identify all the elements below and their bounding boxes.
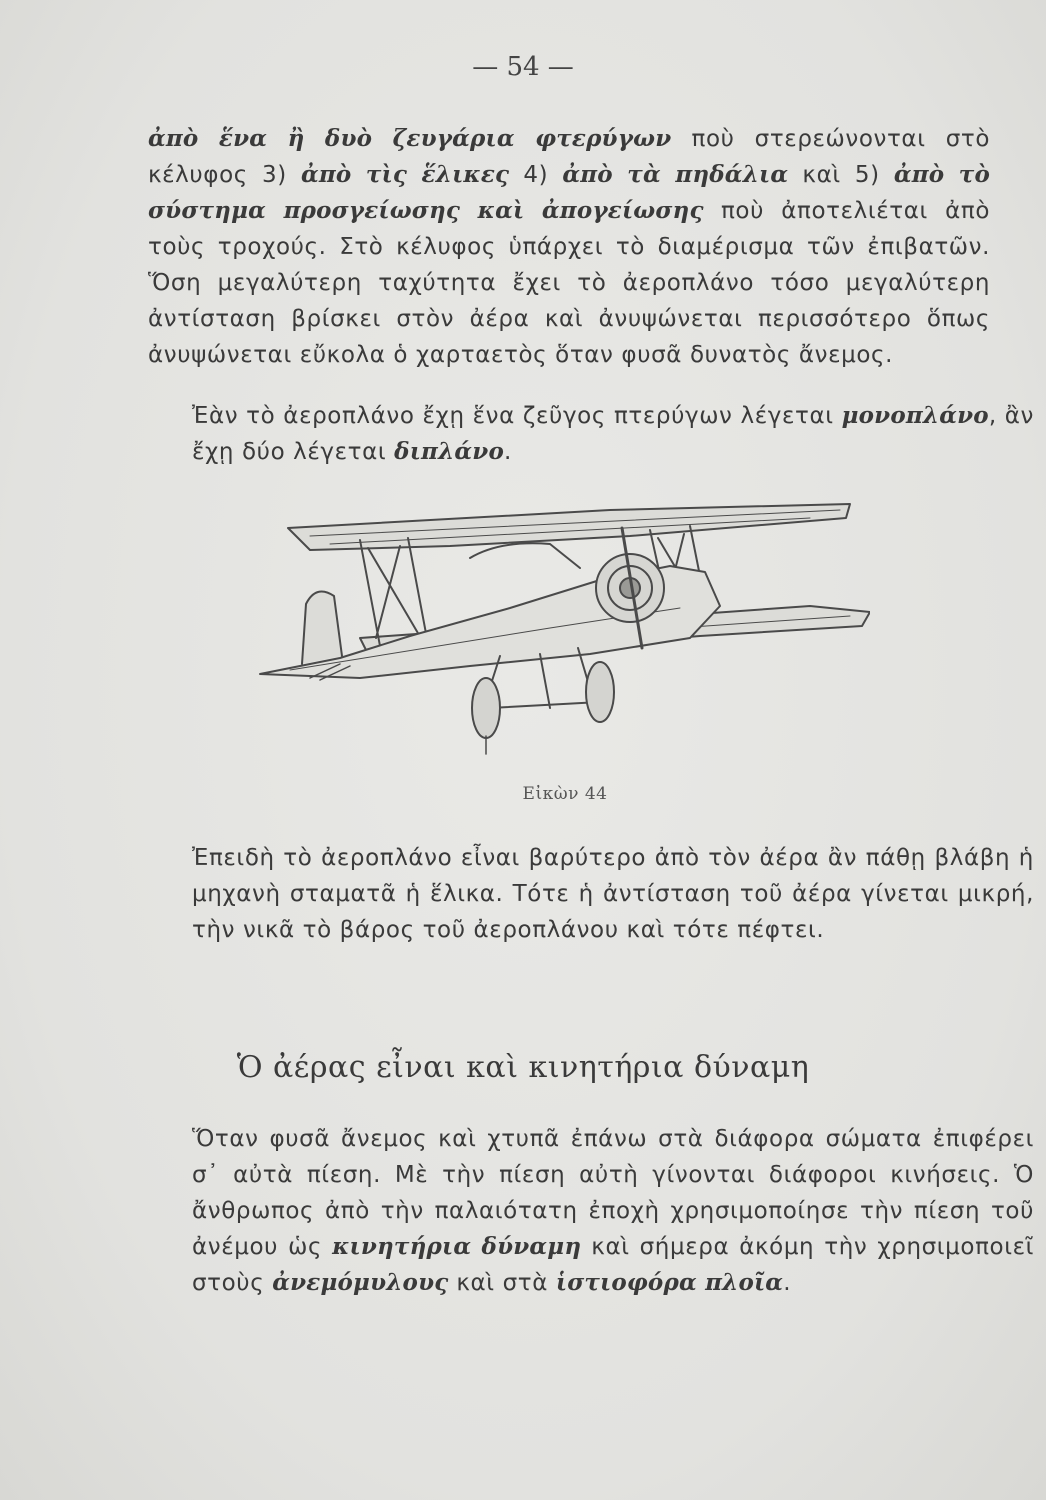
paragraph-text: Ἐὰν τὸ ἀεροπλάνο ἔχῃ ἕνα ζεῦγος πτερύγων λέγεται: [192, 403, 842, 429]
paragraph-engine-failure: Ἐπειδὴ τὸ ἀεροπλάνο εἶναι βαρύτερο ἀπὸ τὸν ἀέρα ἂν πάθῃ βλάβη ἡ μηχανὴ σταματᾶ ἡ ἕλικα. Τότε ἡ ἀντίσταση τοῦ ἀέρα γίνεται μικρή, τὴν νικᾶ τὸ βάρος τοῦ ἀεροπλάνου καὶ τότε πέφτει.: [192, 845, 1034, 943]
emphasis-propellers: ἀπὸ τὶς ἕλικες: [300, 161, 510, 188]
paragraph-text: καὶ 5): [788, 162, 894, 188]
wheel-left: [472, 678, 500, 738]
emphasis-windmills: ἀνεμόμυλους: [272, 1269, 449, 1296]
paragraph-text: καὶ στὰ: [448, 1270, 556, 1296]
paragraph-text: ποὺ στερεώνονται στὸ κέλυφος 3): [148, 126, 991, 188]
emphasis-landing-system: ἀπὸ τὸ σύστημα προσγείωσης καὶ ἀπογείωσης: [148, 161, 990, 224]
emphasis-motive-power: κινητήρια δύναμη: [332, 1233, 582, 1260]
paragraph-aircraft-parts: [148, 121, 990, 373]
paragraph-text: 4): [509, 162, 563, 188]
paragraph-text: Ὅταν φυσᾶ ἄνεμος καὶ χτυπᾶ ἐπάνω στὰ διάφορα σώματα ἐπιφέρει σ᾽ αὐτὰ πίεση. Μὲ τὴν πίεση αὐτὴ γίνονται διάφοροι κινήσεις. Ὁ ἄνθρωπος ἀπὸ τὴν παλαιότατη ἐποχὴ χρησιμοποίησε τὴν πίεση τοῦ ἀνέμου ὡς: [192, 1126, 1034, 1260]
tail-fin: [302, 592, 342, 665]
paragraph-monoplane-biplane: [148, 398, 1034, 470]
emphasis-sailing-ships: ἱστιοφόρα πλοῖα: [555, 1269, 784, 1296]
cockpit: [470, 543, 580, 568]
upper-wing: [288, 504, 850, 550]
figure-caption: Εἰκὼν 44: [522, 784, 608, 804]
paragraph-wind-power: [148, 1121, 1034, 1301]
page-number: — 54 —: [472, 52, 574, 82]
biplane-illustration: [250, 488, 870, 778]
paragraph-text: ποὺ ἀποτελιέται ἀπὸ τοὺς τροχούς. Στὸ κέλυφος ὑπάρχει τὸ διαμέρισμα τῶν ἐπιβατῶν. Ὅση μεγαλύτερη ταχύτητα ἔχει τὸ ἀεροπλάνο τόσο μεγαλύτερη ἀντίσταση βρίσκει στὸν ἀέρα καὶ ἀνυψώνεται περισσότερο ὅπως ἀνυψώνεται εὔκολα ὁ χαρταετὸς ὅταν φυσᾶ δυνατὸς ἄνεμος.: [148, 198, 990, 368]
paragraph-text: .: [783, 1270, 792, 1296]
paragraph-text: καὶ σήμερα ἀκόμη τὴν χρησιμοποιεῖ στοὺς: [192, 1234, 1034, 1296]
wheel-right: [586, 662, 614, 722]
paragraph-text: .: [504, 439, 512, 465]
emphasis-rudders: ἀπὸ τὰ πηδάλια: [562, 161, 789, 188]
emphasis-biplane: διπλάνο: [394, 438, 505, 465]
paragraph-text: , ἂν ἔχῃ δύο λέγεται: [192, 403, 1034, 465]
section-heading: Ὁ ἀέρας εἶναι καὶ κινητήρια δύναμη: [236, 1050, 810, 1085]
emphasis-wings: ἀπὸ ἕνα ἢ δυὸ ζευγάρια φτερύγων: [148, 125, 672, 152]
emphasis-monoplane: μονοπλάνο: [841, 402, 989, 429]
